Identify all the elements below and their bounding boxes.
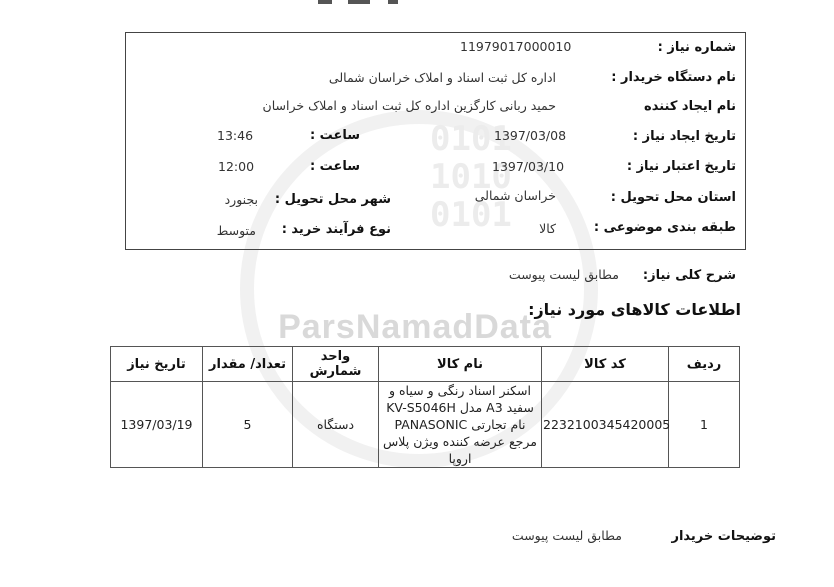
valid-date-label: تاریخ اعتبار نیاز : <box>626 159 736 174</box>
col-header-unit: واحد شمارش <box>293 347 379 382</box>
goods-table <box>110 346 740 468</box>
province-label: استان محل تحویل : <box>610 190 736 205</box>
city-label: شهر محل تحویل : <box>274 192 391 207</box>
category-value: کالا <box>539 221 556 236</box>
valid-time-value: 12:00 <box>218 159 255 174</box>
category-label: طبقه بندی موضوعی : <box>593 220 736 235</box>
created-date-label: تاریخ ایجاد نیاز : <box>632 129 736 144</box>
cell-qty: 5 <box>203 382 293 468</box>
city-value: بجنورد <box>224 192 258 207</box>
need-number-label: شماره نیاز : <box>657 40 736 55</box>
col-header-qty: تعداد/ مقدار <box>203 347 293 382</box>
table-row <box>111 382 740 468</box>
created-date-value: 1397/03/08 <box>494 128 567 143</box>
summary-label: شرح کلی نیاز: <box>642 268 736 283</box>
buyer-notes-label: توضیحات خریدار <box>671 529 776 544</box>
buyer-notes-value: مطابق لیست پیوست <box>511 528 622 543</box>
process-label: نوع فرآیند خرید : <box>281 222 391 237</box>
created-time-label: ساعت : <box>309 128 360 143</box>
col-header-name: نام کالا <box>379 347 542 382</box>
province-value: خراسان شمالی <box>474 188 556 203</box>
goods-section-title: اطلاعات کالاهای مورد نیاز: <box>528 300 741 319</box>
need-number-value: 11979017000010 <box>460 39 572 54</box>
cell-unit: دستگاه <box>293 382 379 468</box>
cell-date: 1397/03/19 <box>111 382 203 468</box>
created-time-value: 13:46 <box>217 128 254 143</box>
col-header-date: تاریخ نیاز <box>111 347 203 382</box>
col-header-code: کد کالا <box>542 347 669 382</box>
watermark-digits: 0101 1010 0101 <box>430 119 512 235</box>
cell-code: 2232100345420005 <box>542 382 669 468</box>
valid-date-value: 1397/03/10 <box>492 159 565 174</box>
summary-value: مطابق لیست پیوست <box>508 267 619 282</box>
cell-row-num: 1 <box>669 382 740 468</box>
table-header-row <box>111 347 740 382</box>
creator-value: حمید ربانی کارگزین اداره کل ثبت اسناد و املاک خراسان <box>262 98 556 113</box>
cell-name: اسکنر اسناد رنگی و سیاه و سفید A3 مدل KV-S5046H نام تجارتی PANASONIC مرجع عرضه کننده ویژن پلاس اروپا <box>379 382 542 468</box>
creator-label: نام ایجاد کننده <box>644 99 736 114</box>
buyer-value: اداره کل ثبت اسناد و املاک خراسان شمالی <box>328 70 556 85</box>
top-heading-fragment <box>318 0 438 4</box>
watermark-text: ParsNamadData <box>278 308 552 346</box>
valid-time-label: ساعت : <box>309 159 360 174</box>
process-value: متوسط <box>216 223 256 238</box>
buyer-label: نام دستگاه خریدار : <box>611 70 736 85</box>
col-header-row-num: ردیف <box>669 347 740 382</box>
